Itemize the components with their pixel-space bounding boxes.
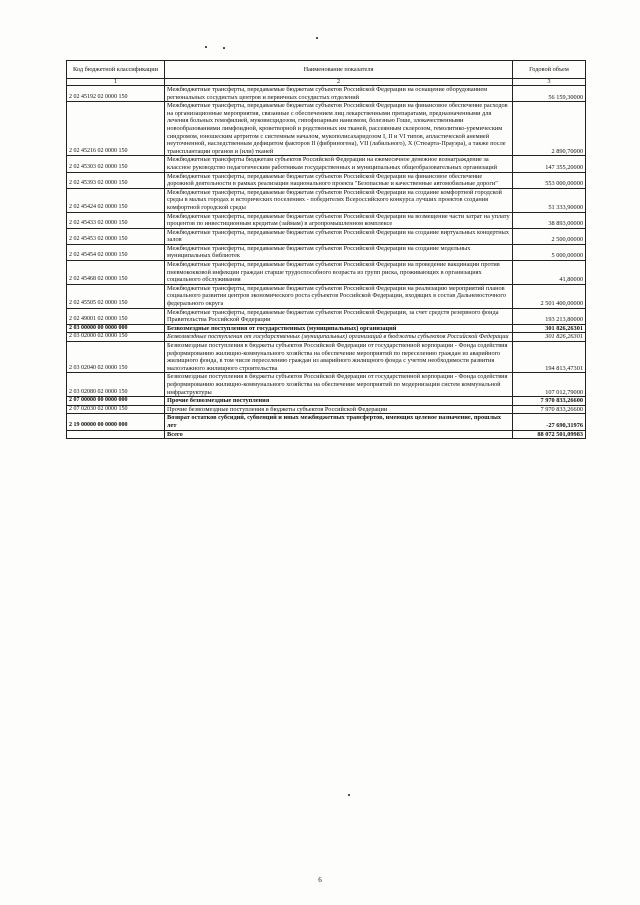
column-number-row [67, 79, 586, 86]
budget-code-cell: 2 02 45454 02 0000 150 [67, 244, 165, 260]
table-row [67, 308, 586, 324]
table-row [67, 430, 586, 439]
column-number: 1 [67, 79, 165, 86]
annual-amount-cell: 194 813,47301 [513, 342, 586, 373]
scan-speck [348, 794, 350, 796]
budget-code-cell: 2 02 45424 02 0000 150 [67, 188, 165, 212]
budget-code-cell: 2 02 45468 02 0000 150 [67, 261, 165, 285]
table-row [67, 102, 586, 156]
budget-code-cell: 2 03 02080 02 0000 150 [67, 373, 165, 397]
budget-code-cell: 2 07 02030 02 0000 150 [67, 405, 165, 414]
table-row [67, 244, 586, 260]
annual-amount-cell: 107 012,79000 [513, 373, 586, 397]
table-row [67, 212, 586, 228]
header-name: Наименование показателя [165, 61, 513, 79]
scan-speck [223, 47, 225, 49]
indicator-name-cell: Межбюджетные трансферты, передаваемые бюджетам субъектов Российской Федерации на оснащение оборудованием региональных сосудистых центров и первичных сосудистых отделений [165, 86, 513, 102]
annual-amount-cell: 2 501 400,00000 [513, 284, 586, 308]
indicator-name-cell: Безвозмездные поступления от государственных (муниципальных) организаций [165, 324, 513, 333]
annual-amount-cell: 193 213,80000 [513, 308, 586, 324]
indicator-name-cell: Межбюджетные трансферты, передаваемые бюджетам субъектов Российской Федерации на финансовое обеспечение дорожной деятельности в рамках реализации национального проекта "Безопасные и качественные автомобильные дороги" [165, 172, 513, 188]
budget-code-cell: 2 19 00000 00 0000 000 [67, 414, 165, 430]
table-row [67, 333, 586, 342]
budget-code-cell: 2 02 45393 02 0000 150 [67, 172, 165, 188]
budget-code-cell: 2 07 00000 00 0000 000 [67, 397, 165, 406]
table-row [67, 397, 586, 406]
annual-amount-cell: 301 826,26301 [513, 333, 586, 342]
indicator-name-cell: Прочие безвозмездные поступления в бюджеты субъектов Российской Федерации [165, 405, 513, 414]
annual-amount-cell: 2 500,00000 [513, 228, 586, 244]
indicator-name-cell: Безвозмездные поступления от государственных (муниципальных) организаций в бюджеты субъектов Российской Федерации [165, 333, 513, 342]
table-row [67, 405, 586, 414]
annual-amount-cell: 2 890,70000 [513, 102, 586, 156]
annual-amount-cell: 147 355,20000 [513, 156, 586, 172]
budget-code-cell: 2 03 00000 00 0000 000 [67, 324, 165, 333]
budget-code-cell [67, 430, 165, 439]
scan-speck [316, 37, 318, 39]
annual-amount-cell: 38 893,00000 [513, 212, 586, 228]
column-number: 2 [165, 79, 513, 86]
indicator-name-cell: Межбюджетные трансферты, передаваемые бюджетам субъектов Российской Федерации на создание модельных муниципальных библиотек [165, 244, 513, 260]
budget-code-cell: 2 02 45453 02 0000 150 [67, 228, 165, 244]
annual-amount-cell: -27 690,31976 [513, 414, 586, 430]
table-row [67, 414, 586, 430]
indicator-name-cell: Безвозмездные поступления в бюджеты субъектов Российской Федерации от государственной корпорации - Фонда содействия реформированию жилищно-коммунального хозяйства на обеспечение мероприятий по модернизации систем коммунальной инфраструктуры [165, 373, 513, 397]
annual-amount-cell: 301 826,26301 [513, 324, 586, 333]
table-row [67, 261, 586, 285]
table-row [67, 172, 586, 188]
header-amount: Годовой объем [513, 61, 586, 79]
indicator-name-cell: Межбюджетные трансферты, передаваемые бюджетам субъектов Российской Федерации на создание виртуальных концертных залов [165, 228, 513, 244]
page-number: 6 [318, 876, 322, 884]
header-code: Код бюджетной классификации [67, 61, 165, 79]
annual-amount-cell: 7 970 833,26600 [513, 405, 586, 414]
table-header-row [67, 61, 586, 79]
table-row [67, 228, 586, 244]
indicator-name-cell: Межбюджетные трансферты, передаваемые бюджетам субъектов Российской Федерации на создание комфортной городской среды в малых городах и исторических поселениях - победителях Всероссийского конкурса лучших проектов создания комфортной городской среды [165, 188, 513, 212]
budget-table [66, 60, 586, 439]
annual-amount-cell: 88 072 501,09983 [513, 430, 586, 439]
column-number: 3 [513, 79, 586, 86]
table-body [67, 86, 586, 439]
annual-amount-cell: 553 000,00000 [513, 172, 586, 188]
table-row [67, 373, 586, 397]
indicator-name-cell: Межбюджетные трансферты, передаваемые бюджетам субъектов Российской Федерации на возмещение части затрат на уплату процентов по инвестиционным кредитам (займам) в агропромышленном комплексе [165, 212, 513, 228]
indicator-name-cell: Прочие безвозмездные поступления [165, 397, 513, 406]
budget-code-cell: 2 02 45505 02 0000 150 [67, 284, 165, 308]
budget-code-cell: 2 02 45192 02 0000 150 [67, 86, 165, 102]
table-row [67, 284, 586, 308]
budget-code-cell: 2 02 45216 02 0000 150 [67, 102, 165, 156]
annual-amount-cell: 51 333,90000 [513, 188, 586, 212]
indicator-name-cell: Всего [165, 430, 513, 439]
scan-speck [205, 46, 207, 48]
table-row [67, 86, 586, 102]
indicator-name-cell: Межбюджетные трансферты, передаваемые бюджетам субъектов Российской Федерации, за счет средств резервного фонда Правительства Российской Федерации [165, 308, 513, 324]
indicator-name-cell: Межбюджетные трансферты, передаваемые бюджетам субъектов Российской Федерации на реализацию мероприятий планов социального развития центров экономического роста субъектов Российской Федерации, входящих в состав Дальневосточного федерального округа [165, 284, 513, 308]
budget-code-cell: 2 02 49001 02 0000 150 [67, 308, 165, 324]
table-row [67, 324, 586, 333]
budget-code-cell: 2 03 02000 02 0000 150 [67, 333, 165, 342]
table-row [67, 188, 586, 212]
indicator-name-cell: Межбюджетные трансферты бюджетам субъектов Российской Федерации на ежемесячное денежное вознаграждение за классное руководство педагогическим работникам государственных и муниципальных общеобразовательных организаций [165, 156, 513, 172]
indicator-name-cell: Возврат остатков субсидий, субвенций и иных межбюджетных трансфертов, имеющих целевое назначение, прошлых лет [165, 414, 513, 430]
annual-amount-cell: 56 159,30000 [513, 86, 586, 102]
table-row [67, 156, 586, 172]
indicator-name-cell: Безвозмездные поступления в бюджеты субъектов Российской Федерации от государственной корпорации - Фонда содействия реформированию жилищно-коммунального хозяйства на обеспечение мероприятий по переселению граждан из аварийного жилищного фонда, в том числе переселению граждан из аварийного жилищного фонда с учетом необходимости развития малоэтажного жилищного строительства [165, 342, 513, 373]
annual-amount-cell: 5 000,00000 [513, 244, 586, 260]
indicator-name-cell: Межбюджетные трансферты, передаваемые бюджетам субъектов Российской Федерации на проведение вакцинации против пневмококковой инфекции граждан старше трудоспособного возраста из групп риска, проживающих в организациях социального обслуживания [165, 261, 513, 285]
budget-code-cell: 2 02 45303 02 0000 150 [67, 156, 165, 172]
annual-amount-cell: 41,80000 [513, 261, 586, 285]
budget-code-cell: 2 03 02040 02 0000 150 [67, 342, 165, 373]
annual-amount-cell: 7 970 833,26600 [513, 397, 586, 406]
table-row [67, 342, 586, 373]
budget-code-cell: 2 02 45433 02 0000 150 [67, 212, 165, 228]
indicator-name-cell: Межбюджетные трансферты, передаваемые бюджетам субъектов Российской Федерации на финансовое обеспечение расходов на организационные мероприятия, связанные с обеспечением лиц лекарственными препаратами, предназначенными для лечения больных гемофилией, муковисцидозом, гипофизарным нанизмом, болезнью Гоше, злокачественными новообразованиями лимфоидной, кроветворной и родственных им тканей, рассеянным склерозом, гемолитико-уремическим синдромом, юношеским артритом с системным началом, мукополисахаридозом I, II и VI типов, апластической анемией неуточненной, наследственным дефицитом факторов II (фибриногена), VII (лабильного), X (Стюарта-Прауэра), а также после трансплантации органов и (или) тканей [165, 102, 513, 156]
